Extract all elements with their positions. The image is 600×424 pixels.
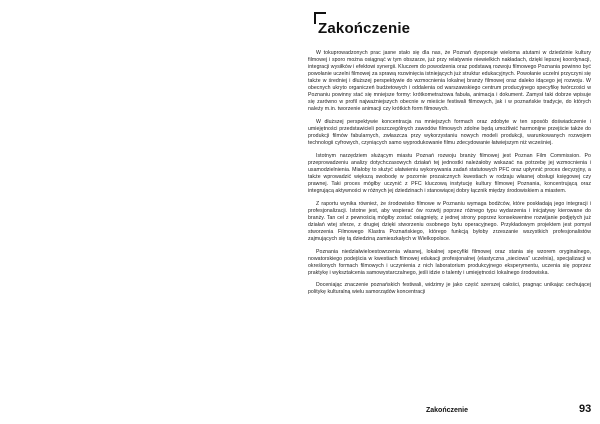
chapter-body bbox=[308, 50, 591, 302]
paragraph-2: W dłuższej perspektywie koncentracja na mniejszych formach oraz zdobyte w ten sposób doświadczenie i umiejętności przedstawicieli poszczególnych zawodów filmowych zdolne będą umożliwić harmonijne przejście także do produkcji filmów fabularnych, zwłaszcza przy wykorzystaniu nowych modeli produkcji, warunkowanych rozwojem technologii cyfrowych, czyniących samo wyprodukowanie filmu zdecydowanie łatwiejszym niż wcześniej. bbox=[308, 119, 591, 147]
paragraph-3: Istotnym narzędziem służącym miastu Poznań rozwoju branży filmowej jest Poznan Film Commission. Po przeprowadzeniu analizy dotychczasowych działań tej jednostki należałoby wskazać na potrzebę jej wzmocnienia i usamodzielnienia. Miałoby to służyć ułatwieniu wykonywania zadań statutowych PFC oraz upłynnić proces decyzyjny, a także wprowadzić większą swobodę w pozornie prozaicznych kwestiach w rodzaju własnej obsługi księgowej czy prawnej. Taki proces mógłby uczynić z PFC kluczową instytucję kultury filmowej Poznania, koncentrującą oraz integrującą aktywności w różnych jej dziedzinach i stanowiącej dobry łącznik między środowiskiem a miastem. bbox=[308, 152, 591, 195]
paragraph-4: Z raportu wynika również, że środowisko filmowe w Poznaniu wymaga bodźców, które poskładają jego integracji i profesjonalizacji. Istotne jest, aby wspierać ów rozwój poprzez różnego typu wydarzenia i inicjatywy kierowane do branży. Tan cel z pewnością mógłby zostać osiągnięty, z jednej strony poprzez konsekwentne rozwijanie podjętych już działań wtej sferze, z drugiej dzięki stworzeniu osobnego bytu operacyjnego. Przykładowym projektem jest pomysł stworzenia Filmowego Klastra Poznańskiego, którego funkcją byłoby zrzeszanie wszystkich profesjonalistów zajmujących się tą dziedziną zamieszkałych w Wielkopolsce. bbox=[308, 200, 591, 242]
page-number: 93 bbox=[579, 403, 592, 415]
paragraph-5: Poznania niedziałwieloestowrzenia własnej, lokalnej specyfiki filmowej oraz stania się wzorem oryginalnego, nowatorskiego podejścia w kwestiach filmowej edukacji profesjonalnej (elastyczna „sieciowa” uczelnia), specjalizacji w określonych formach filmowych i uczynienia z nich laboratorium produkcyjnego eksperymentu, uczenia się poprzez praktykę i wykształcenia samowystarczalnego, jeśli idzie o talenty i umiejętności lokalnego środowiska. bbox=[308, 248, 591, 276]
chapter-heading: Zakończenie bbox=[318, 20, 411, 37]
paragraph-1: W tokuprowadzonych prac jasne stało się dla nas, że Poznań dysponuje wieloma atutami w dziedzinie kultury filmowej i sporo można osiągnąć w tym obszarze, już przy relatywnie niewielkich nakładach, dzięki lepszej koordynacji, integracji wysiłków i efektowi synergii. Kluczem do powodzenia oraz podstawą rozwoju filmowego Poznania powinno być powołanie uczelni filmowej za sprawą rozwinięcia istniejących już struktur edukacyjnych. Powołanie uczelni przyczyni się także w średniej i dłuższej perspektywie do wzmocnienia lokalnej branży filmowej oraz daleko idącego jej rozwoju. W obecnych ukryto organiczeń budżetowych i oddalenia od warszawskiego centrum producyjnego specyfikę twórczości w Poznaniu powinny stać się mniejsze formy: krótkometrażowa fabuła, animacja i dokument. Zamysł taki dobrze wpisuje się zarówno w profil najważniejszych obecnie w mieście festiwali filmowych, jak i w poznańskie tradycje, do których należy m.in. tworzenie animacji czy krótkich form filmowych. bbox=[308, 50, 591, 113]
running-footer-title: Zakończenie bbox=[426, 407, 469, 414]
paragraph-6: Doceniając znaczenie poznańskich festiwali, widzimy je jako część szerszej całości, pragnąc unikając cechującej politykę kulturalną wielu samorządów koncentracji bbox=[308, 282, 591, 296]
